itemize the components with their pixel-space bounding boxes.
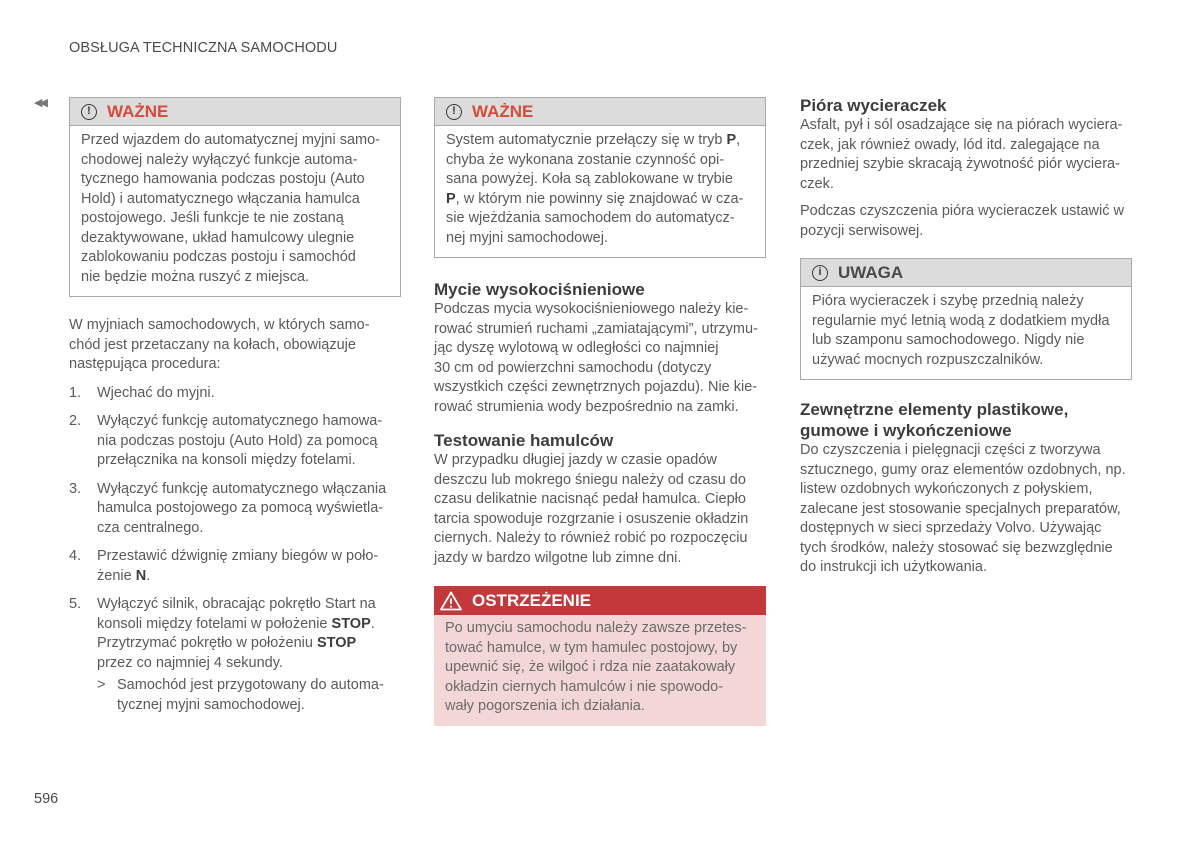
text-line: tarcia spowoduje rozgrzanie i osuszenie okładzin [434, 510, 749, 527]
text-line: czek. [800, 175, 834, 192]
important-box-title: WAŻNE [472, 101, 534, 121]
exclamation-circle-icon: ! [81, 104, 97, 120]
text-fragment: , [736, 132, 741, 148]
text-line: Podczas mycia wysokociśnieniowego należy kie- [434, 301, 749, 317]
column-middle [434, 97, 766, 726]
result-arrow-icon: > [97, 677, 106, 693]
text-line: Wjechać do myjni. [97, 384, 215, 401]
text-line: W przypadku długiej jazdy w czasie opadów [434, 452, 717, 468]
text-line: zablokowaniu podczas postoju i samochód [81, 249, 356, 265]
note-box-text [801, 287, 1131, 379]
text-line: Do czyszczenia i pielęgnacji części z tworzywa [800, 442, 1101, 458]
text-line: Asfalt, pył i sól osadzające się na piórach wyciera- [800, 117, 1123, 133]
warning-triangle-icon [440, 591, 462, 611]
text-line: chodowej należy wyłączyć funkcje automa- [81, 151, 358, 168]
text-line: Wyłączyć silnik, obracając pokrętło Start na [97, 596, 376, 612]
intro-paragraph [69, 316, 401, 375]
text-fragment: . [146, 567, 151, 584]
column-left [69, 97, 401, 715]
important-box-text [435, 126, 765, 257]
section-paragraph [434, 300, 766, 417]
important-box-header [435, 98, 765, 126]
note-box-header [801, 259, 1131, 287]
text-line: upewnić się, że wilgoć i rdza nie zaatakowały [445, 659, 736, 675]
mode-p-label: P [726, 132, 737, 148]
page-number: 596 [34, 791, 59, 807]
warning-box-text [434, 615, 766, 726]
text-line: Samochód jest przygotowany do automa- [117, 677, 384, 693]
warning-box [434, 586, 766, 726]
text-line: przełącznika na konsoli między fotelami. [97, 452, 356, 468]
info-circle-icon: i [812, 265, 828, 281]
text-line: do instrukcji ich użytkowania. [800, 559, 987, 575]
step-item [69, 480, 401, 539]
text-line: cza centralnego. [97, 519, 204, 536]
text-line: lub szamponu samochodowego. Nigdy nie [812, 332, 1085, 348]
text-line: hamulca postojowego za pomocą wyświetla- [97, 500, 384, 516]
back-arrows-icon: ◀◀ [34, 97, 45, 109]
section-heading: Pióra wycieraczek [800, 96, 947, 115]
text-fragment: , w którym nie powinny się znajdować w cza- [455, 190, 744, 207]
important-box-title: WAŻNE [107, 101, 169, 121]
step-number: 2. [69, 413, 82, 429]
text-fragment: żenie [97, 567, 136, 584]
text-line: nie będzie można ruszyć z miejsca. [81, 268, 310, 285]
text-line: okładzin ciernych hamulców i nie spowodo- [445, 678, 724, 695]
text-line: Podczas czyszczenia pióra wycieraczek ustawić w [800, 203, 1124, 219]
text-line: chyba że wykonana zostanie czynność opi- [446, 151, 725, 168]
text-line: jąc dyszę wylotową w odległości co najmniej [434, 340, 719, 356]
text-fragment: System automatycznie przełączy się w tryb [446, 132, 727, 148]
note-box [800, 258, 1132, 380]
text-fragment: Przytrzymać pokrętło w położeniu [97, 635, 317, 651]
warning-box-title: OSTRZEŻENIE [472, 590, 592, 610]
section-paragraph [434, 451, 766, 568]
text-line: ciernych. Należy to również robić po rozpoczęciu [434, 530, 748, 546]
text-line: czek, jak również owady, lód itd. zalegające na [800, 136, 1100, 153]
section-paragraph [800, 116, 1132, 194]
step-number: 3. [69, 480, 82, 497]
text-line [446, 190, 751, 210]
text-line: sztucznego, gumy oraz elementów ozdobnych, np. [800, 461, 1126, 478]
text-line: postojowego. Jeśli funkcje te nie zostaną [81, 210, 344, 226]
warning-box-header [434, 586, 766, 615]
text-line: deszczu lub mokrego śniegu należy od czasu do [434, 471, 746, 488]
step-item [69, 412, 401, 471]
text-line: regularnie myć letnią wodą z dodatkiem mydła [812, 312, 1110, 329]
text-fragment: . [370, 615, 375, 632]
important-box-header [70, 98, 400, 126]
text-line [446, 131, 751, 151]
text-line: Po umyciu samochodu należy zawsze przetes- [445, 620, 747, 636]
step-result [69, 676, 401, 715]
text-fragment: konsoli między fotelami w położenie [97, 615, 332, 632]
text-line: 30 cm od powierzchni samochodu (dotyczy [434, 359, 712, 376]
text-line: W myjniach samochodowych, w których samo- [69, 317, 370, 333]
step-number: 4. [69, 548, 82, 564]
text-line: Przed wjazdem do automatycznej myjni samo- [81, 132, 380, 148]
mode-p-label: P [446, 190, 456, 207]
text-line: czasu delikatnie nacisnąć pedał hamulca. Ciepło [434, 491, 746, 507]
text-line: wszystkich części zewnętrznych pojazdu). Nie kie- [434, 379, 758, 395]
column-right [800, 97, 1132, 578]
text-line: Wyłączyć funkcję automatycznego włączania [97, 480, 387, 497]
gear-position-n: N [135, 567, 147, 584]
text-line: następująca procedura: [69, 356, 221, 372]
text-line: tować hamulce, w tym hamulec postojowy, by [445, 639, 738, 656]
section-heading [800, 399, 1132, 441]
text-line: Wyłączyć funkcję automatycznego hamowa- [97, 413, 383, 429]
text-line: pozycji serwisowej. [800, 222, 924, 239]
text-line: tycznego hamowania podczas postoju (Auto [81, 171, 365, 187]
step-number: 1. [69, 384, 82, 401]
step-item [69, 595, 401, 673]
section-header: OBSŁUGA TECHNICZNA SAMOCHODU [69, 40, 338, 56]
section-heading: Mycie wysokociśnieniowe [434, 280, 645, 299]
text-line: tycznej myjni samochodowej. [117, 696, 305, 713]
text-line: Hold) i automatycznego włączania hamulca [81, 190, 360, 207]
text-line: Przestawić dźwignię zmiany biegów w poło- [97, 548, 379, 564]
text-line: tych środków, należy stosować się bezwzględnie [800, 539, 1113, 556]
text-line: nej myjni samochodowej. [446, 229, 608, 246]
heading-line: Zewnętrzne elementy plastikowe, [800, 400, 1069, 419]
step-number: 5. [69, 596, 82, 612]
text-line: sana powyżej. Koła są zablokowane w trybie [446, 171, 733, 187]
text-line: wały pogorszenia ich działania. [445, 698, 645, 714]
text-line: używać mocnych rozpuszczalników. [812, 351, 1044, 368]
text-line: chód jest przetaczany na kołach, obowiązuje [69, 336, 356, 353]
step-item [69, 384, 401, 404]
text-line: przedniej szybie skracają żywotność piór wyciera- [800, 156, 1120, 172]
text-line: nia podczas postoju (Auto Hold) za pomocą [97, 432, 378, 449]
text-line: rować strumień ruchami „zamiatającymi”, utrzymu- [434, 320, 758, 337]
text-line: listew ozdobnych wykończonych z połyskiem, [800, 481, 1093, 497]
step-item [69, 547, 401, 586]
text-line [97, 567, 401, 587]
stop-position-label: STOP [317, 635, 357, 651]
important-box-text [70, 126, 400, 296]
text-line: Pióra wycieraczek i szybę przednią należy [812, 293, 1084, 309]
text-line: dezaktywowane, układ hamulcowy ulegnie [81, 229, 355, 246]
section-paragraph [800, 441, 1132, 578]
text-line: jazdy w bardzo wilgotne lub zimne dni. [434, 549, 682, 566]
important-box [434, 97, 766, 258]
exclamation-circle-icon: ! [446, 104, 462, 120]
text-line: zalecane jest stosowanie specjalnych preparatów, [800, 500, 1121, 517]
procedure-steps [69, 384, 401, 674]
text-line: rować strumienia wody bezpośrednio na zamki. [434, 398, 739, 415]
important-box [69, 97, 401, 297]
stop-position-label: STOP [331, 615, 371, 632]
text-line: przez co najmniej 4 sekundy. [97, 654, 283, 671]
text-line [97, 615, 401, 635]
text-line: dostępnych w sieci sprzedaży Volvo. Używając [800, 520, 1102, 536]
section-paragraph [800, 202, 1132, 241]
text-line [97, 634, 401, 654]
heading-line: gumowe i wykończeniowe [800, 421, 1012, 440]
note-box-title: UWAGA [838, 262, 904, 282]
section-heading: Testowanie hamulców [434, 431, 614, 450]
text-line: sie wjeżdżania samochodem do automatycz- [446, 210, 735, 226]
